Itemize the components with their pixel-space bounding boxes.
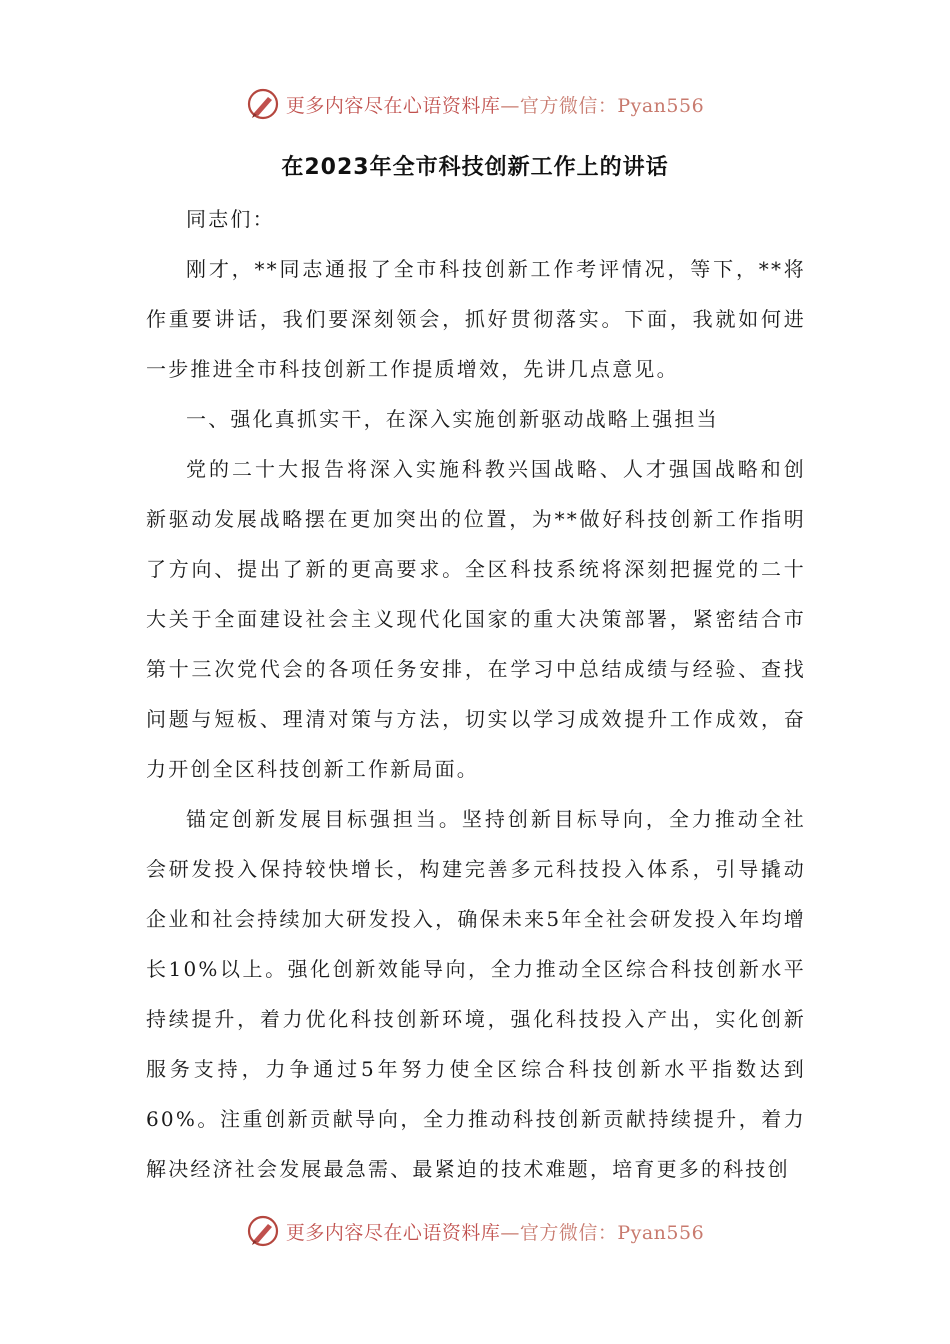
document-body xyxy=(146,194,806,1194)
section-heading: 一、强化真抓实干，在深入实施创新驱动战略上强担当 xyxy=(186,407,719,431)
body-paragraph: 锚定创新发展目标强担当。坚持创新目标导向，全力推动全社会研发投入保持较快增长，构建完善多元科技投入体系，引导撬动企业和社会持续加大研发投入，确保未来5年全社会研发投入年均增长10%以上。强化创新效能导向，全力推动全区综合科技创新水平持续提升，着力优化科技创新环境，强化科技投入产出，实化创新服务支持，力争通过5年努力使全区综合科技创新水平指数达到60%。注重创新贡献导向，全力推动科技创新贡献持续提升，着力解决经济社会发展最急需、最紧迫的技术难题，培育更多的科技创 xyxy=(146,807,806,1181)
body-paragraph: 党的二十大报告将深入实施科教兴国战略、人才强国战略和创新驱动发展战略摆在更加突出的位置，为**做好科技创新工作指明了方向、提出了新的更高要求。全区科技系统将深刻把握党的二十大关于全面建设社会主义现代化国家的重大决策部署，紧密结合市第十三次党代会的各项任务安排，在学习中总结成绩与经验、查找问题与短板、理清对策与方法，切实以学习成效提升工作成效，奋力开创全区科技创新工作新局面。 xyxy=(146,457,806,781)
salutation: 同志们： xyxy=(186,207,275,231)
footer-watermark-banner xyxy=(0,1211,950,1251)
header-watermark-banner xyxy=(0,84,950,124)
watermark-text: 更多内容尽在心语资料库—官方微信：Pyan556 xyxy=(285,94,705,117)
pen-logo-icon xyxy=(246,87,280,121)
body-paragraph: 刚才，**同志通报了全市科技创新工作考评情况，等下，**将作重要讲话，我们要深刻领会，抓好贯彻落实。下面，我就如何进一步推进全市科技创新工作提质增效，先讲几点意见。 xyxy=(146,257,806,381)
document-title: 在2023年全市科技创新工作上的讲话 xyxy=(281,155,669,180)
pen-logo-icon xyxy=(246,1214,280,1248)
watermark-text: 更多内容尽在心语资料库—官方微信：Pyan556 xyxy=(285,1221,705,1244)
